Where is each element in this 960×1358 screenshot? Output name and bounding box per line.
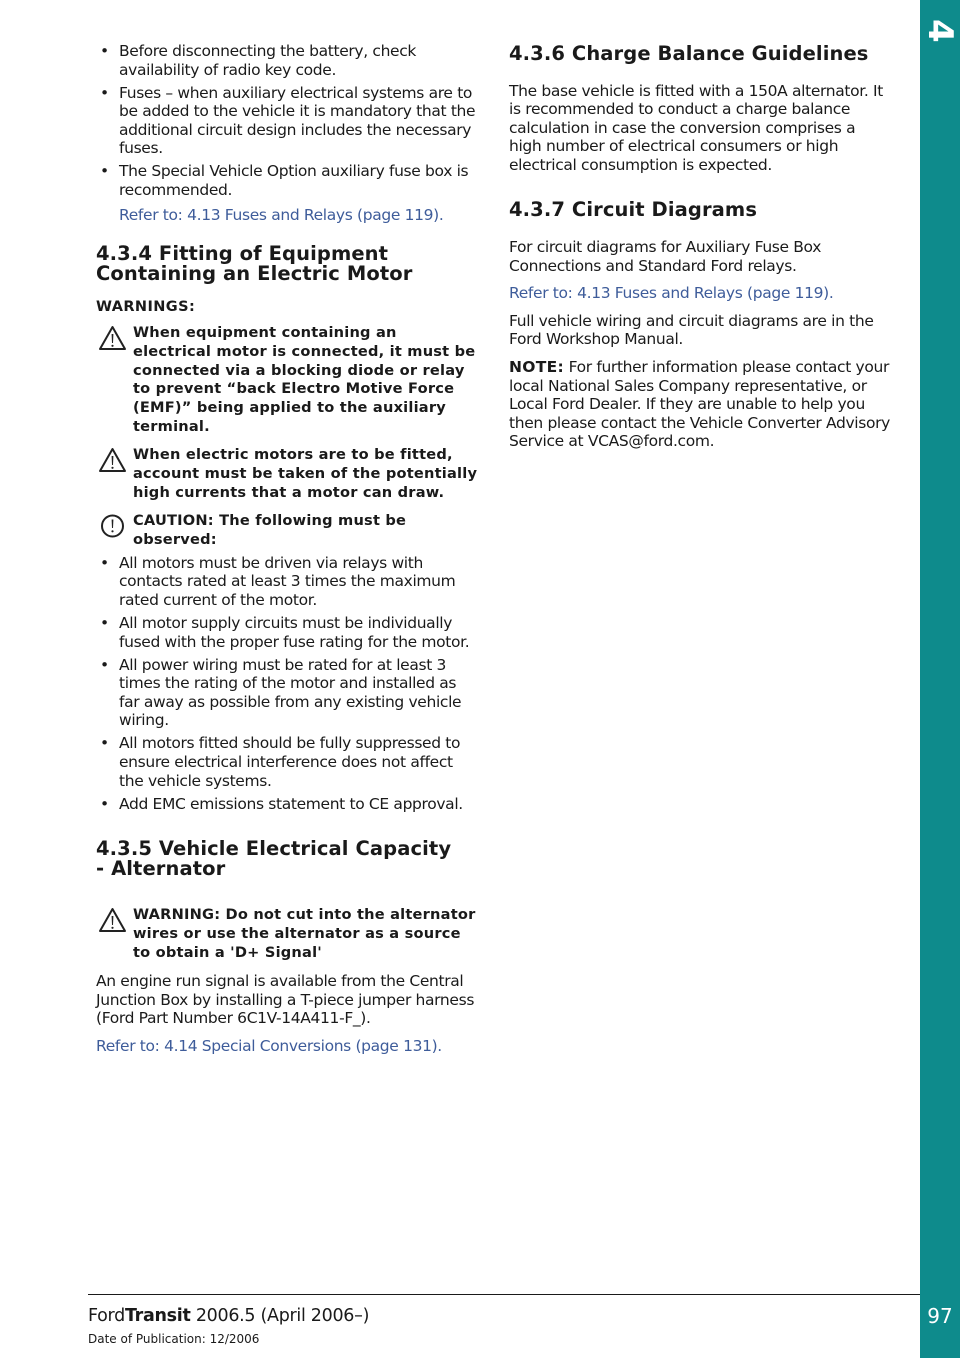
list-item: • Before disconnecting the battery, check availability of radio key code.	[96, 42, 478, 79]
workshop-manual-paragraph: Full vehicle wiring and circuit diagrams are in the Ford Workshop Manual.	[509, 311, 874, 349]
list-item: • Fuses – when auxiliary electrical systems are to be added to the vehicle it is mandatory that the additional circuit design includes the necessary fuses.	[96, 84, 478, 158]
chapter-title: 4 Electrical	[874, 19, 960, 207]
circuit-diagrams-paragraph: For circuit diagrams for Auxiliary Fuse Box Connections and Standard Ford relays.	[509, 237, 822, 275]
footer-divider	[88, 1294, 920, 1295]
charge-balance-paragraph: The base vehicle is fitted with a 150A alternator. It is recommended to conduct a charge balance calculation in case the conversion comprises a high number of electrical consumers or high electrical consumption is expected.	[509, 81, 883, 174]
caution-block	[96, 512, 478, 549]
list-item: • All power wiring must be rated for at least 3 times the rating of the motor and installed as far away as possible from any existing vehicle wiring.	[96, 656, 478, 730]
pre-bullet-list	[96, 42, 478, 200]
reference-link[interactable]: Refer to: 4.14 Special Conversions (page 131).	[96, 1037, 442, 1056]
note-text: For further information please contact your local National Sales Company representative, or Local Ford Dealer. If they are unable to help you then please contact the Vehicle Converter Advisory Service at VCAS@ford.com.	[509, 357, 890, 451]
section-heading-4-3-4: 4.3.4 Fitting of Equipment Containing an Electric Motor	[96, 242, 413, 285]
page-number: 97	[927, 1304, 953, 1328]
publication-date: Date of Publication: 12/2006	[88, 1332, 260, 1346]
footer-title	[88, 1306, 369, 1326]
list-item: • All motors must be driven via relays with contacts rated at least 3 times the maximum rated current of the motor.	[96, 554, 478, 610]
reference-link[interactable]: Refer to: 4.13 Fuses and Relays (page 119).	[509, 284, 834, 303]
warnings-label: WARNINGS:	[96, 299, 196, 316]
right-column	[509, 42, 891, 460]
footer-brand: Ford	[88, 1306, 125, 1326]
warning-block	[96, 906, 478, 962]
engine-run-signal-paragraph: An engine run signal is available from the Central Junction Box by installing a T-piece jumper harness (Ford Part Number 6C1V-14A411-F_).	[96, 972, 475, 1028]
warning-triangle-icon	[98, 907, 127, 933]
caution-circle-icon	[98, 513, 127, 539]
footer-edition: 2006.5 (April 2006–)	[195, 1306, 370, 1326]
list-item: • All motors fitted should be fully suppressed to ensure electrical interference does not affect the vehicle systems.	[96, 734, 478, 790]
footer-model: Transit	[124, 1306, 191, 1326]
warning-text: When electric motors are to be fitted, account must be taken of the potentially high currents that a motor can draw.	[133, 446, 478, 501]
warning-triangle-icon	[98, 325, 127, 351]
list-item: • The Special Vehicle Option auxiliary fuse box is recommended.	[96, 162, 478, 199]
motor-requirements-list	[96, 554, 478, 813]
warning-text: When equipment containing an electrical motor is connected, it must be connected via a blocking diode or relay to prevent “back Electro Motive Force (EMF)” being applied to the auxiliary terminal.	[133, 324, 476, 435]
warning-triangle-icon	[98, 447, 127, 473]
section-heading-4-3-5: 4.3.5 Vehicle Electrical Capacity - Alternator	[96, 837, 452, 880]
warning-text: WARNING: Do not cut into the alternator wires or use the alternator as a source to obtain a 'D+ Signal'	[133, 906, 476, 961]
warning-block	[96, 324, 478, 436]
list-item: • Add EMC emissions statement to CE approval.	[96, 795, 478, 814]
caution-text: CAUTION: The following must be observed:	[133, 512, 407, 549]
note-label: NOTE:	[509, 357, 565, 376]
warning-block	[96, 446, 478, 502]
reference-link[interactable]: Refer to: 4.13 Fuses and Relays (page 119).	[119, 205, 444, 224]
section-heading-4-3-6: 4.3.6 Charge Balance Guidelines	[509, 42, 869, 65]
left-column	[96, 42, 478, 1065]
note-paragraph	[509, 358, 891, 451]
section-heading-4-3-7: 4.3.7 Circuit Diagrams	[509, 198, 758, 222]
list-item: • All motor supply circuits must be individually fused with the proper fuse rating for the motor.	[96, 614, 478, 651]
